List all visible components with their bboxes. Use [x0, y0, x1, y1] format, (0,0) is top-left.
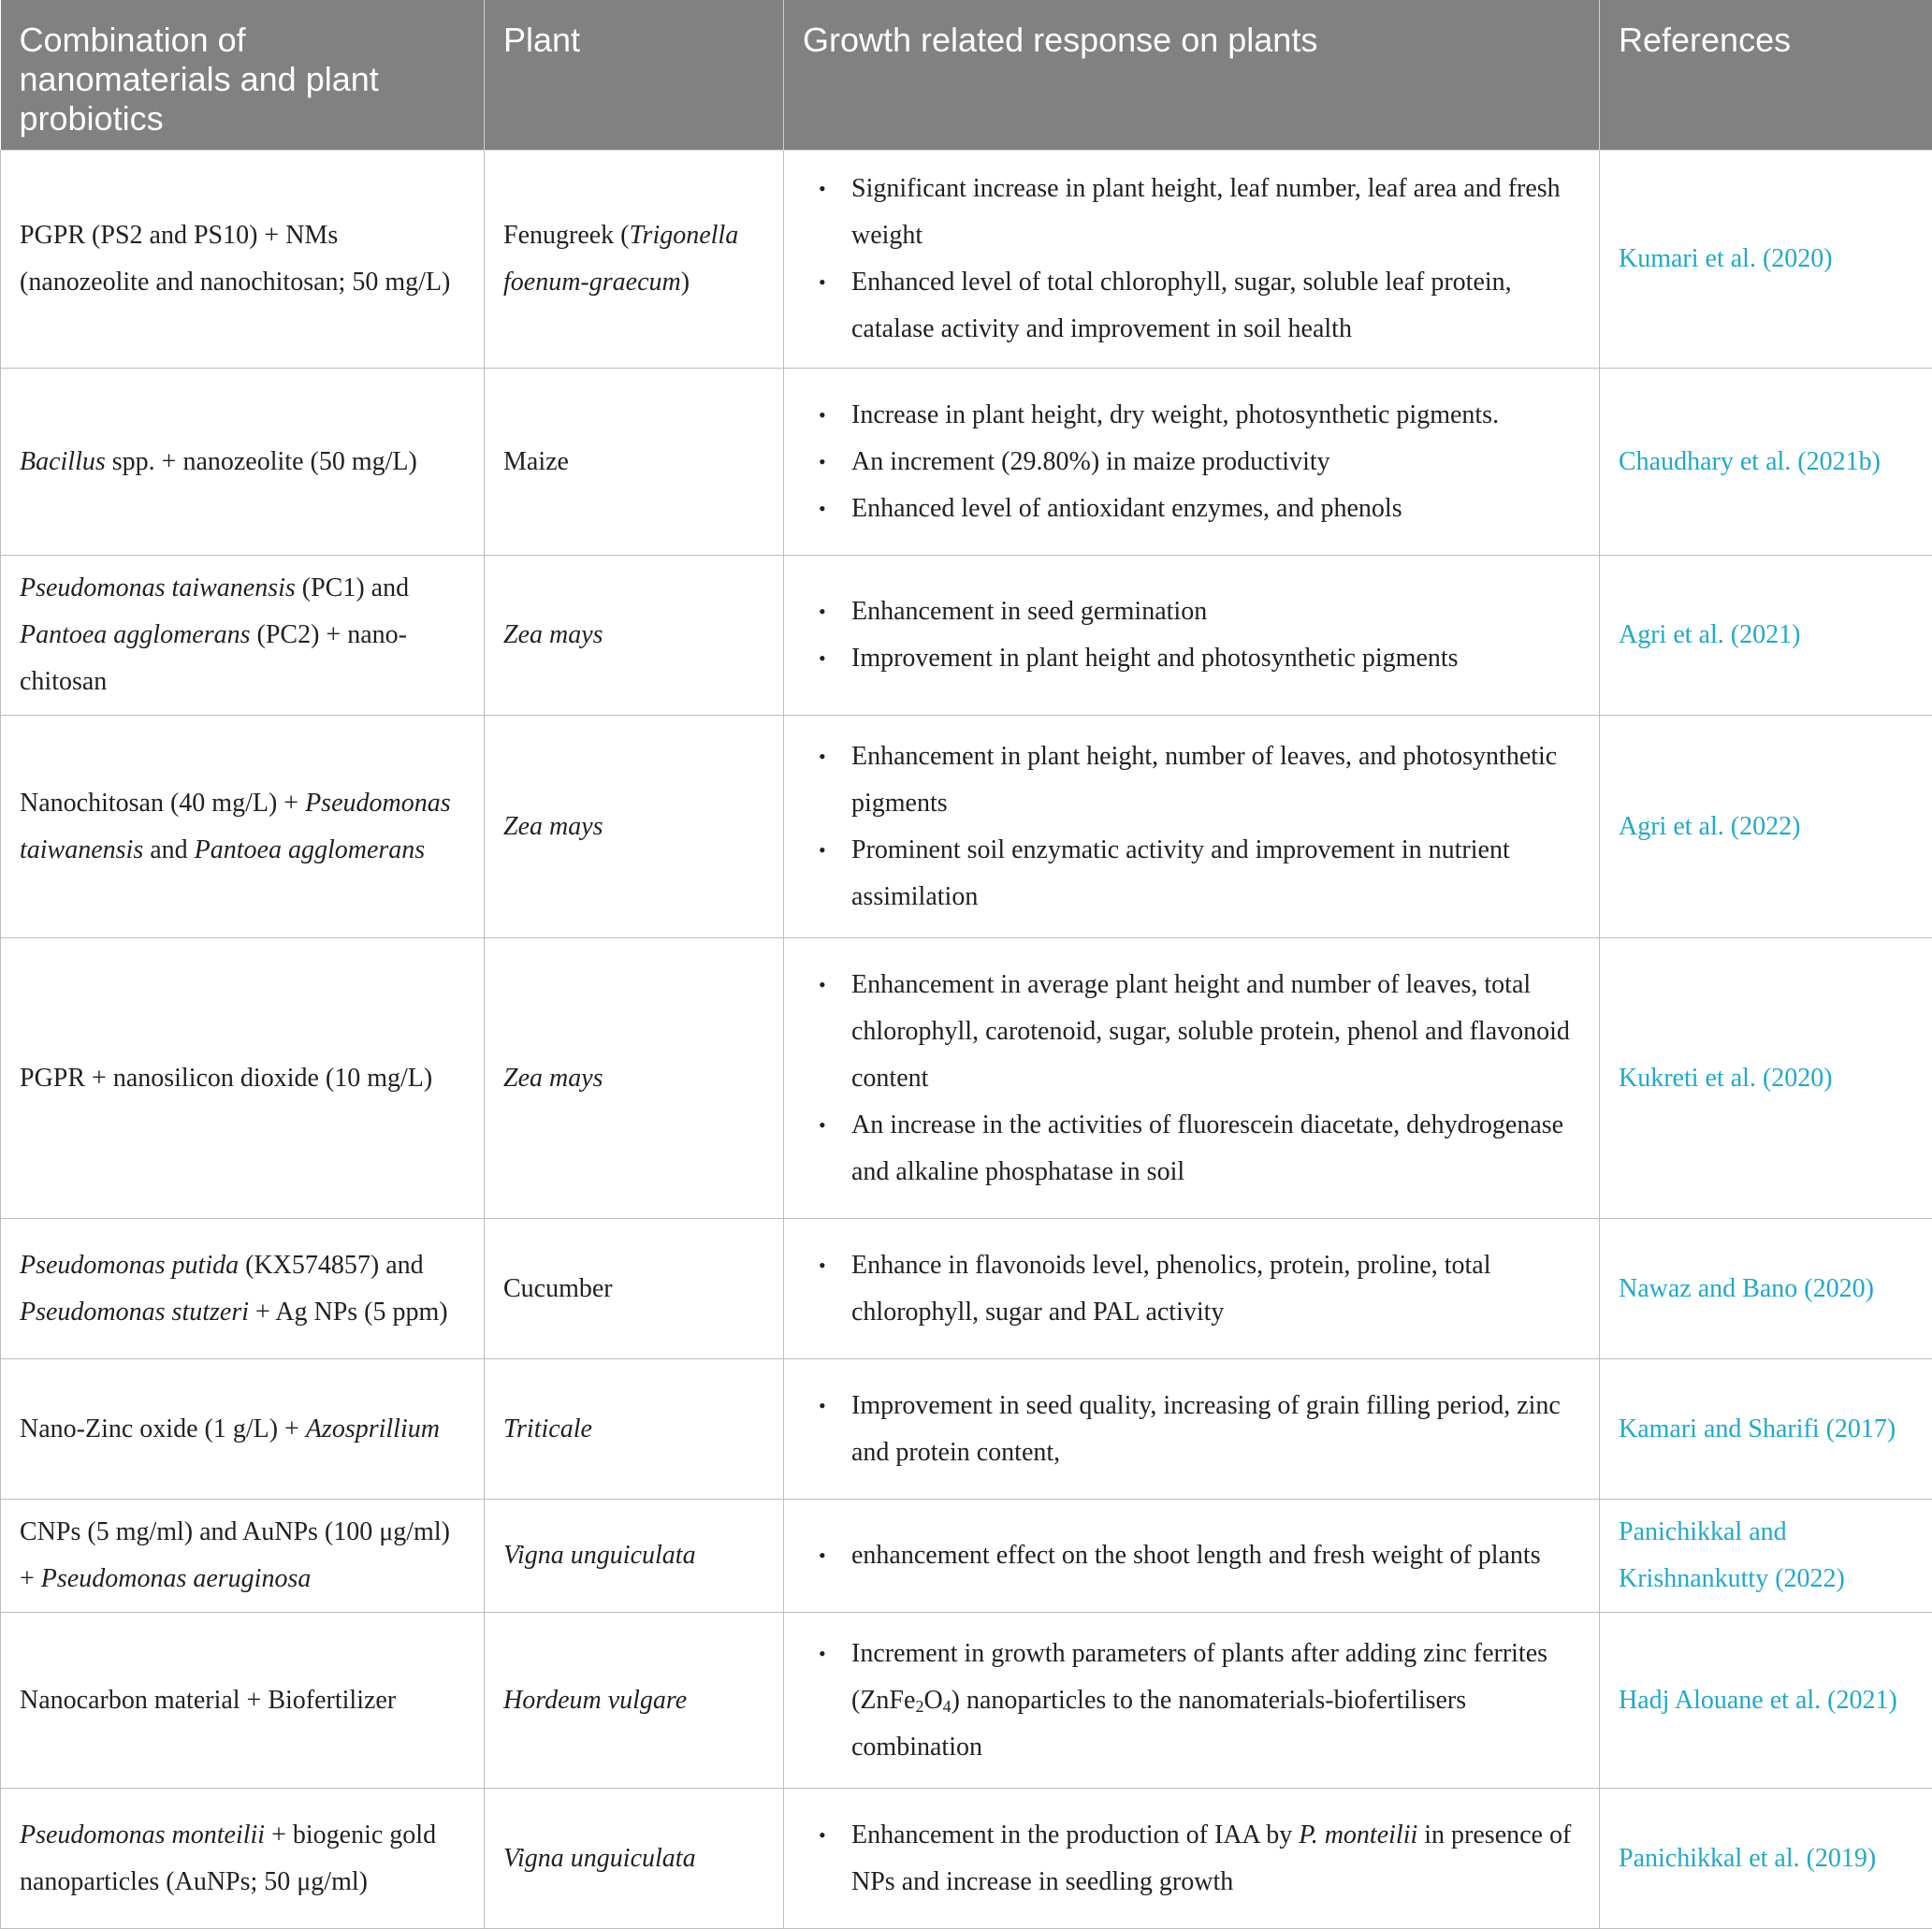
combination-cell: PGPR + nanosilicon dioxide (10 mg/L)	[1, 938, 485, 1219]
response-cell	[784, 938, 1600, 1219]
response-cell	[784, 1219, 1600, 1359]
response-item: • Enhancement in average plant height and number of leaves, total chlorophyll, carotenoid, sugar, soluble protein, phenol and flavonoid content	[803, 962, 1580, 1102]
combination-cell: PGPR (PS2 and PS10) + NMs (nanozeolite and nanochitosan; 50 mg/L)	[1, 151, 485, 369]
combination-cell: Pseudomonas taiwanensis (PC1) and Pantoea agglomerans (PC2) + nano-chitosan	[1, 556, 485, 716]
response-item: • Enhancement in the production of IAA by P. monteilii in presence of NPs and increase in seedling growth	[803, 1812, 1580, 1906]
plant-cell: Vigna unguiculata	[485, 1500, 784, 1613]
response-item: • An increase in the activities of fluorescein diacetate, dehydrogenase and alkaline phosphatase in soil	[803, 1102, 1580, 1196]
reference-link[interactable]: Kumari et al. (2020)	[1600, 151, 1932, 369]
response-item: • Enhanced level of total chlorophyll, sugar, soluble leaf protein, catalase activity and improvement in soil health	[803, 259, 1580, 353]
response-cell	[784, 369, 1600, 556]
plant-cell: Triticale	[485, 1359, 784, 1500]
table-row	[1, 1500, 1932, 1613]
table-row	[1, 556, 1932, 716]
reference-link[interactable]: Kamari and Sharifi (2017)	[1600, 1359, 1932, 1500]
combination-cell: Nano-Zinc oxide (1 g/L) + Azosprillium	[1, 1359, 485, 1500]
combination-cell: Bacillus spp. + nanozeolite (50 mg/L)	[1, 369, 485, 556]
response-item: • Increment in growth parameters of plants after adding zinc ferrites $(ZnFe_2O_4)$ nanoparticles to the nanomaterials-biofertilisers combination	[803, 1631, 1580, 1771]
plant-cell: Cucumber	[485, 1219, 784, 1359]
response-cell	[784, 1789, 1600, 1929]
response-cell	[784, 1500, 1600, 1613]
response-item: • Enhancement in seed germination	[803, 588, 1580, 635]
response-item: • Improvement in seed quality, increasing of grain filling period, zinc and protein content,	[803, 1383, 1580, 1476]
reference-link[interactable]: Chaudhary et al. (2021b)	[1600, 369, 1932, 556]
table-row	[1, 151, 1932, 369]
reference-link[interactable]: Agri et al. (2022)	[1600, 716, 1932, 938]
combination-cell: Nanochitosan (40 mg/L) + Pseudomonas taiwanensis and Pantoea agglomerans	[1, 716, 485, 938]
response-cell	[784, 716, 1600, 938]
table-row	[1, 1789, 1932, 1929]
header-combination: Combination of nanomaterials and plant probiotics	[1, 0, 485, 151]
response-cell	[784, 556, 1600, 716]
combination-cell: Pseudomonas monteilii + biogenic gold nanoparticles (AuNPs; 50 μg/ml)	[1, 1789, 485, 1929]
response-cell	[784, 151, 1600, 369]
table-row	[1, 1219, 1932, 1359]
reference-link[interactable]: Kukreti et al. (2020)	[1600, 938, 1932, 1219]
combination-cell: Pseudomonas putida (KX574857) and Pseudomonas stutzeri + Ag NPs (5 ppm)	[1, 1219, 485, 1359]
response-cell	[784, 1359, 1600, 1500]
header-plant: Plant	[485, 0, 784, 151]
response-item: • enhancement effect on the shoot length and fresh weight of plants	[803, 1532, 1580, 1579]
table-row	[1, 938, 1932, 1219]
reference-link[interactable]: Agri et al. (2021)	[1600, 556, 1932, 716]
response-item: • Improvement in plant height and photosynthetic pigments	[803, 635, 1580, 682]
response-item: • Prominent soil enzymatic activity and improvement in nutrient assimilation	[803, 827, 1580, 921]
header-row	[1, 0, 1932, 151]
response-cell	[784, 1613, 1600, 1789]
plant-cell: Hordeum vulgare	[485, 1613, 784, 1789]
plant-cell: Vigna unguiculata	[485, 1789, 784, 1929]
response-item: • Enhanced level of antioxidant enzymes, and phenols	[803, 486, 1580, 532]
response-item: • Significant increase in plant height, leaf number, leaf area and fresh weight	[803, 166, 1580, 259]
header-references: References	[1600, 0, 1932, 151]
table-row	[1, 369, 1932, 556]
reference-link[interactable]: Panichikkal et al. (2019)	[1600, 1789, 1932, 1929]
combination-cell: CNPs (5 mg/ml) and AuNPs (100 μg/ml) + Pseudomonas aeruginosa	[1, 1500, 485, 1613]
reference-link[interactable]: Hadj Alouane et al. (2021)	[1600, 1613, 1932, 1789]
plant-cell: Zea mays	[485, 556, 784, 716]
table-row	[1, 1359, 1932, 1500]
reference-link[interactable]: Panichikkal and Krishnankutty (2022)	[1600, 1500, 1932, 1613]
header-response: Growth related response on plants	[784, 0, 1600, 151]
response-item: • Enhancement in plant height, number of leaves, and photosynthetic pigments	[803, 733, 1580, 827]
table-row	[1, 716, 1932, 938]
plant-cell: Fenugreek (Trigonella foenum-graecum)	[485, 151, 784, 369]
plant-cell: Maize	[485, 369, 784, 556]
response-item: • Enhance in flavonoids level, phenolics, protein, proline, total chlorophyll, sugar and PAL activity	[803, 1242, 1580, 1336]
table-row	[1, 1613, 1932, 1789]
plant-cell: Zea mays	[485, 716, 784, 938]
reference-link[interactable]: Nawaz and Bano (2020)	[1600, 1219, 1932, 1359]
plant-cell: Zea mays	[485, 938, 784, 1219]
combination-cell: Nanocarbon material + Biofertilizer	[1, 1613, 485, 1789]
response-item: • An increment (29.80%) in maize productivity	[803, 439, 1580, 486]
response-item: • Increase in plant height, dry weight, photosynthetic pigments.	[803, 392, 1580, 439]
